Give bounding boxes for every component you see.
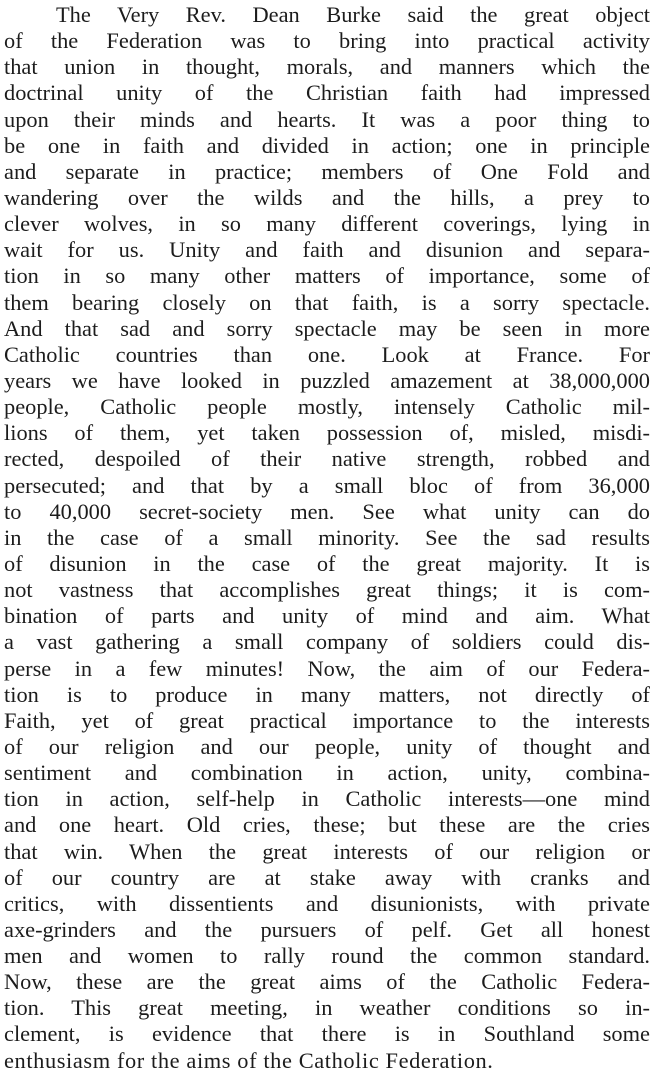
- text-line: tion. This great meeting, in weather conditions so in-: [4, 995, 650, 1021]
- text-line: critics, with dissentients and disunionists, with private: [4, 890, 650, 916]
- text-line: be one in faith and divided in action; one in principle: [4, 132, 650, 158]
- text-line: and one heart. Old cries, these; but these are the cries: [4, 812, 650, 838]
- text-line: men and women to rally round the common standard.: [4, 943, 650, 969]
- text-line: in the case of a small minority. See the sad results: [4, 524, 650, 550]
- text-line: tion in so many other matters of importance, some of: [4, 263, 650, 289]
- text-line: perse in a few minutes! Now, the aim of our Federa-: [4, 655, 650, 681]
- text-line: doctrinal unity of the Christian faith had impressed: [4, 80, 650, 106]
- text-line: of our country are at stake away with cranks and: [4, 864, 650, 890]
- text-line: wandering over the wilds and the hills, a prey to: [4, 184, 650, 210]
- text-line: tion is to produce in many matters, not directly of: [4, 681, 650, 707]
- text-line: years we have looked in puzzled amazement at 38,000,000: [4, 367, 650, 393]
- text-line: of our religion and our people, unity of thought and: [4, 733, 650, 759]
- text-line: upon their minds and hearts. It was a poor thing to: [4, 106, 650, 132]
- text-line: rected, despoiled of their native strength, robbed and: [4, 446, 650, 472]
- text-line: not vastness that accomplishes great things; it is com-: [4, 577, 650, 603]
- text-line: lions of them, yet taken possession of, misled, misdi-: [4, 420, 650, 446]
- text-line: The Very Rev. Dean Burke said the great object: [56, 2, 650, 27]
- text-line: Catholic countries than one. Look at France. For: [4, 341, 650, 367]
- text-line: axe-grinders and the pursuers of pelf. Get all honest: [4, 916, 650, 942]
- text-line: sentiment and combination in action, unity, combina-: [4, 760, 650, 786]
- text-line: Faith, yet of great practical importance to the interests: [4, 707, 650, 733]
- text-line: bination of parts and unity of mind and aim. What: [4, 603, 650, 629]
- text-line: of disunion in the case of the great majority. It is: [4, 550, 650, 576]
- text-line: them bearing closely on that faith, is a sorry spectacle.: [4, 289, 650, 315]
- text-line: clever wolves, in so many different coverings, lying in: [4, 211, 650, 237]
- text-line: wait for us. Unity and faith and disunion and separa-: [4, 237, 650, 263]
- text-line: of the Federation was to bring into practical activity: [4, 28, 650, 54]
- text-line: and separate in practice; members of One Fold and: [4, 158, 650, 184]
- text-line: that union in thought, morals, and manners which the: [4, 54, 650, 80]
- text-line: that win. When the great interests of our religion or: [4, 838, 650, 864]
- text-line: a vast gathering a small company of soldiers could dis-: [4, 629, 650, 655]
- text-line: people, Catholic people mostly, intensely Catholic mil-: [4, 394, 650, 420]
- text-line: tion in action, self-help in Catholic interests—one mind: [4, 786, 650, 812]
- text-line: persecuted; and that by a small bloc of from 36,000: [4, 472, 650, 498]
- text-line: clement, is evidence that there is in Southland some: [4, 1021, 650, 1047]
- text-line: to 40,000 secret-society men. See what unity can do: [4, 498, 650, 524]
- text-line: Now, these are the great aims of the Catholic Federa-: [4, 969, 650, 995]
- article-body: [0, 2, 652, 1074]
- text-line: And that sad and sorry spectacle may be seen in more: [4, 315, 650, 341]
- text-line: enthusiasm for the aims of the Catholic Federation.: [4, 1047, 494, 1073]
